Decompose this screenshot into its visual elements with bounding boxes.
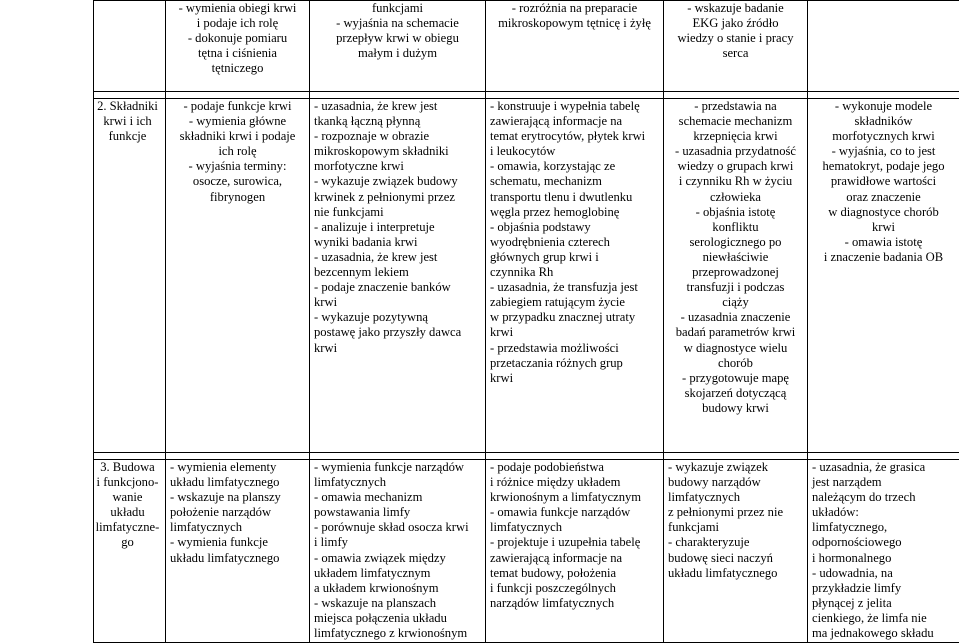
requirement-cell-advanced: - wykazuje związek budowy narządów limfatycznych z pełnionymi przez nie funkcjami - charakteryzuje budowę sieci naczyń układu limfatycznego — [664, 460, 808, 643]
requirement-cell-complete: - podaje podobieństwa i różnice między układem krwionośnym a limfatycznym - omawia funkcje narządów limfatycznych - projektuje i uzupełnia tabelę zawierającą informacje na temat budowy, położenia i funkcji poszczególnych narządów limfatycznych — [486, 460, 664, 643]
requirement-cell-outstanding — [808, 1, 959, 92]
curriculum-table-page — [93, 0, 959, 643]
requirement-cell-basic: - wymienia obiegi krwi i podaje ich rolę - dokonuje pomiaru tętna i ciśnienia tętniczego — [166, 1, 310, 92]
requirement-cell-outstanding: - wykonuje modele składników morfotycznych krwi - wyjaśnia, co to jest hematokryt, podaje jego prawidłowe wartości oraz znaczenie w diagnostyce chorób krwi - omawia istotę i znaczenie badania OB — [808, 99, 959, 453]
table-row — [94, 99, 959, 453]
requirement-cell-extended: funkcjami - wyjaśnia na schemacie przepływ krwi w obiegu małym i dużym — [310, 1, 486, 92]
requirement-cell-extended: - uzasadnia, że krew jest tkanką łączną płynną - rozpoznaje w obrazie mikroskopowym składniki morfotyczne krwi - wykazuje związek budowy krwinek z pełnionymi przez nie funkcjami - analizuje i interpretuje wyniki badania krwi - uzasadnia, że krew jest bezcennym lekiem - podaje znaczenie banków krwi - wykazuje pozytywną postawę jako przyszły dawca krwi — [310, 99, 486, 453]
requirements-table — [93, 0, 959, 643]
requirement-cell-basic: - wymienia elementy układu limfatycznego - wskazuje na planszy położenie narządów limfatycznych - wymienia funkcje układu limfatycznego — [166, 460, 310, 643]
requirement-cell-complete: - rozróżnia na preparacie mikroskopowym tętnicę i żyłę — [486, 1, 664, 92]
requirement-cell-outstanding: - uzasadnia, że grasica jest narządem należącym do trzech układów: limfatycznego, odpornościowego i hormonalnego - udowadnia, na przykładzie limfy płynącej z jelita cienkiego, że limfa nie ma jednakowego składu — [808, 460, 959, 643]
topic-cell — [94, 1, 166, 92]
requirement-cell-advanced: - wskazuje badanie EKG jako źródło wiedzy o stanie i pracy serca — [664, 1, 808, 92]
table-spacer-row — [94, 453, 959, 460]
table-spacer-row — [94, 92, 959, 99]
requirement-cell-complete: - konstruuje i wypełnia tabelę zawierającą informacje na temat erytrocytów, płytek krwi i leukocytów - omawia, korzystając ze schematu, mechanizm transportu tlenu i dwutlenku węgla przez hemoglobinę - objaśnia podstawy wyodrębnienia czterech głównych grup krwi i czynnika Rh - uzasadnia, że transfuzja jest zabiegiem ratującym życie w przypadku znacznej utraty krwi - przedstawia możliwości przetaczania różnych grup krwi — [486, 99, 664, 453]
topic-cell: 2. Składniki krwi i ich funkcje — [94, 99, 166, 453]
table-row — [94, 1, 959, 92]
requirement-cell-advanced: - przedstawia na schemacie mechanizm krzepnięcia krwi - uzasadnia przydatność wiedzy o grupach krwi i czynniku Rh w życiu człowieka - objaśnia istotę konfliktu serologicznego po niewłaściwie przeprowadzonej transfuzji i podczas ciąży - uzasadnia znaczenie badań parametrów krwi w diagnostyce wielu chorób - przygotowuje mapę skojarzeń dotyczącą budowy krwi — [664, 99, 808, 453]
table-row — [94, 460, 959, 643]
topic-cell: 3. Budowa i funkcjono- wanie układu limfatyczne- go — [94, 460, 166, 643]
requirement-cell-extended: - wymienia funkcje narządów limfatycznych - omawia mechanizm powstawania limfy - porównuje skład osocza krwi i limfy - omawia związek między układem limfatycznym a układem krwionośnym - wskazuje na planszach miejsca połączenia układu limfatycznego z krwionośnym — [310, 460, 486, 643]
requirement-cell-basic: - podaje funkcje krwi - wymienia główne składniki krwi i podaje ich rolę - wyjaśnia terminy: osocze, surowica, fibrynogen — [166, 99, 310, 453]
